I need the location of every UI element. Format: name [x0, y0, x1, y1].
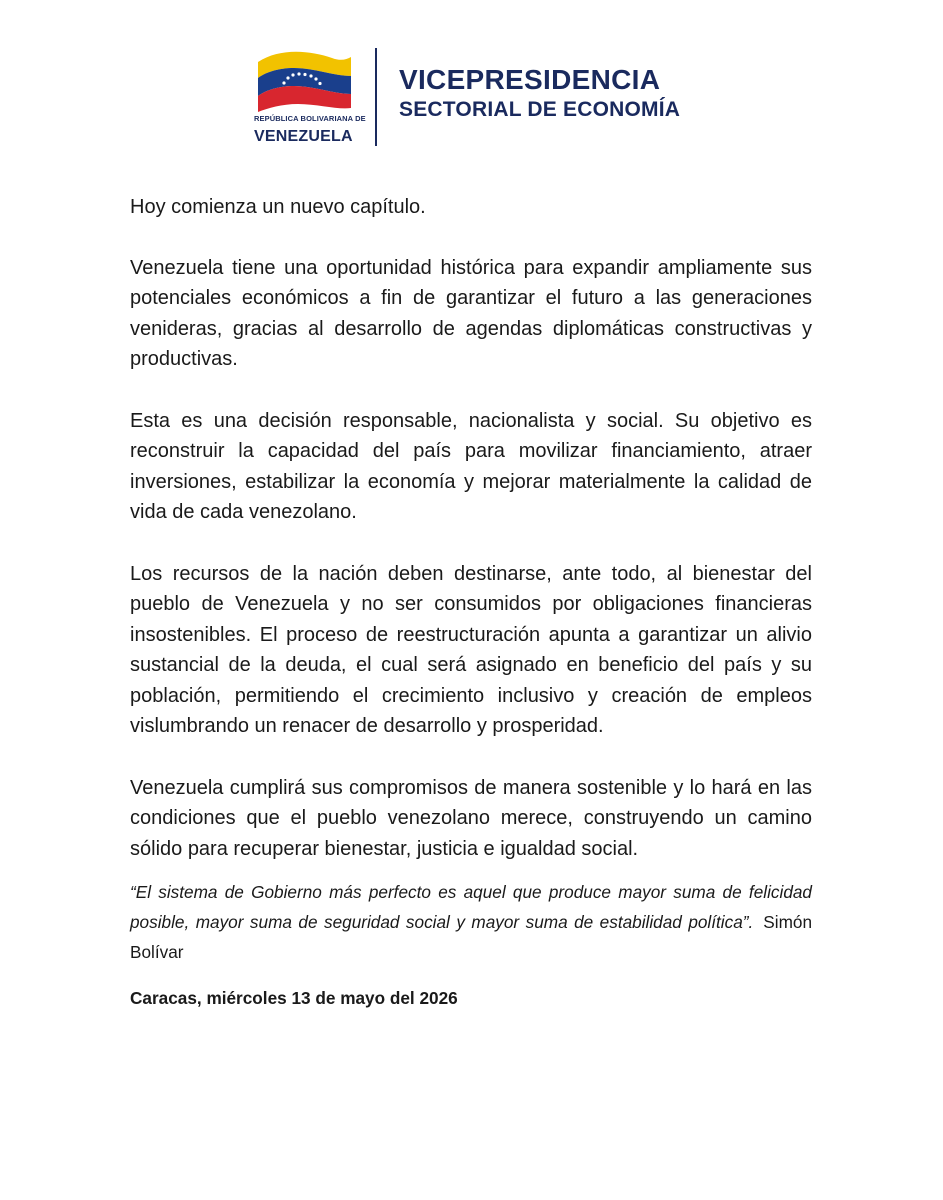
paragraph-3: Los recursos de la nación deben destinarse, ante todo, al bienestar del pueblo de Venezuela y no ser consumidos por obligaciones financieras insostenibles. El proceso de reestructuración apunta a garantizar un alivio sustancial de la deuda, el cual será asignado en beneficio del país y su población, permitiendo el crecimiento inclusivo y creación de empleos vislumbrando un renacer de desarrollo y prosperidad. [130, 562, 812, 737]
header-divider [375, 48, 377, 146]
office-title: VICEPRESIDENCIA [399, 64, 661, 95]
opening-line: Hoy comienza un nuevo capítulo. [130, 196, 426, 218]
quote-text: “El sistema de Gobierno más perfecto es aquel que produce mayor suma de felicidad posible, mayor suma de seguridad social y mayor suma de estabilidad política”. [130, 882, 812, 932]
logo-republic-text: REPÚBLICA BOLIVARIANA DE [254, 114, 366, 123]
paragraph-2: Esta es una decisión responsable, nacionalista y social. Su objetivo es reconstruir la capacidad del país para movilizar financiamiento, atraer inversiones, estabilizar la economía y mejorar materialmente la calidad de vida de cada venezolano. [130, 409, 812, 523]
quote-author: Simón Bolívar [130, 912, 812, 962]
logo-country-name: VENEZUELA [254, 128, 353, 145]
flag-icon [254, 46, 354, 116]
paragraph-4: Venezuela cumplirá sus compromisos de manera sostenible y lo hará en las condiciones que el pueblo venezolano merece, construyendo un camino sólido para recuperar bienestar, justicia e igualdad social. [130, 776, 812, 860]
paragraph-1: Venezuela tiene una oportunidad histórica para expandir ampliamente sus potenciales económicos a fin de garantizar el futuro a las generaciones venideras, gracias al desarrollo de agendas diplomáticas constructivas y productivas. [130, 256, 812, 370]
letterhead [254, 46, 714, 150]
statement-body [130, 192, 812, 1014]
place-date-signoff: Caracas, miércoles 13 de mayo del 2026 [130, 988, 458, 1008]
office-subtitle: SECTORIAL DE ECONOMÍA [399, 98, 681, 121]
bolivar-quote [130, 877, 812, 967]
